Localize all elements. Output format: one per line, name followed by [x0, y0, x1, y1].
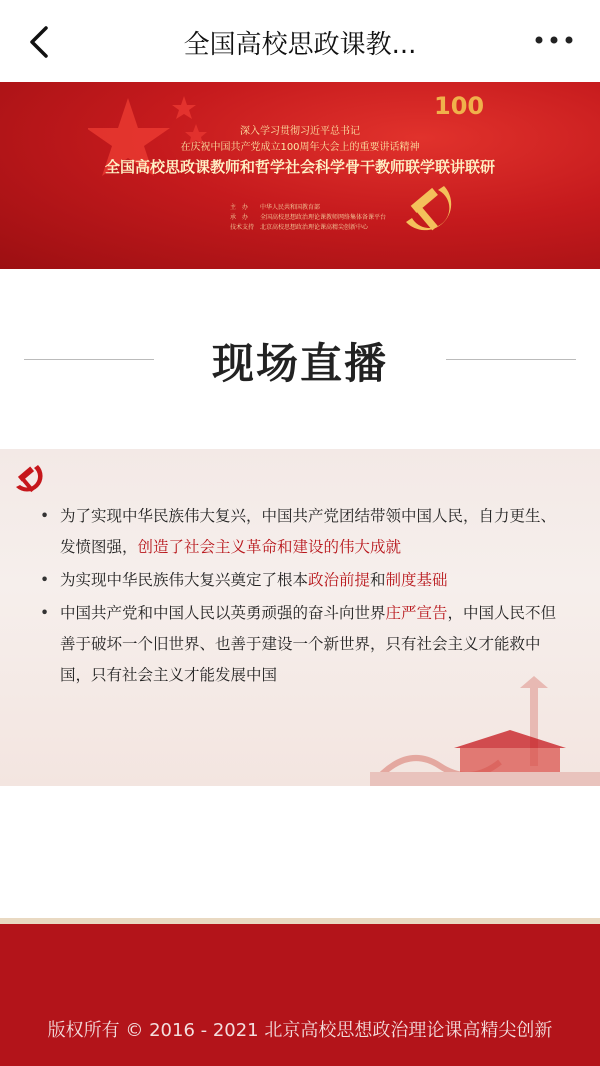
hammer-sickle-icon	[392, 174, 462, 244]
more-dots-icon[interactable]	[534, 30, 574, 50]
live-section-header	[0, 269, 600, 449]
blank-area	[0, 786, 600, 918]
tiananmen-decoration	[370, 666, 600, 786]
divider-right	[446, 359, 576, 360]
banner-organizer-1: 主 办 中华人民共和国教育部	[230, 204, 321, 211]
footer	[0, 924, 600, 1066]
event-banner	[0, 82, 600, 269]
banner-line-1: 深入学习贯彻习近平总书记	[240, 126, 360, 137]
slide-bullets	[40, 501, 570, 693]
lecture-slide[interactable]	[0, 449, 600, 786]
hammer-sickle-icon	[8, 459, 48, 499]
banner-line-2: 在庆祝中国共产党成立100周年大会上的重要讲话精神	[180, 142, 420, 153]
section-title: 现场直播	[211, 339, 388, 388]
copyright-text: 版权所有 © 2016 - 2021 北京高校思想政治理论课高精尖创新	[47, 1020, 553, 1041]
banner-organizer-3: 技术支持 北京高校思想政治理论课高精尖创新中心	[230, 224, 369, 231]
bullet-item: • 为实现中华民族伟大复兴奠定了根本政治前提和制度基础	[40, 565, 570, 596]
bullet-item: • 中国共产党和中国人民以英勇顽强的奋斗向世界庄严宣告，中国人民不但善于破坏一个旧世界、也善于建设一个新世界，只有社会主义才能救中国，只有社会主义才能发展中国	[40, 598, 570, 691]
top-bar	[0, 0, 600, 82]
banner-organizer-2: 承 办 全国高校思想政治理论课教师网络集体备课平台	[230, 214, 387, 221]
bullet-item: • 为了实现中华民族伟大复兴，中国共产党团结带领中国人民，自力更生、发愤图强，创造了社会主义革命和建设的伟大成就	[40, 501, 570, 563]
centenary-logo: 100	[434, 92, 485, 120]
page-title: 全国高校思政课教...	[183, 30, 417, 60]
banner-headline: 全国高校思政课教师和哲学社会科学骨干教师联学联讲联研	[104, 158, 495, 176]
